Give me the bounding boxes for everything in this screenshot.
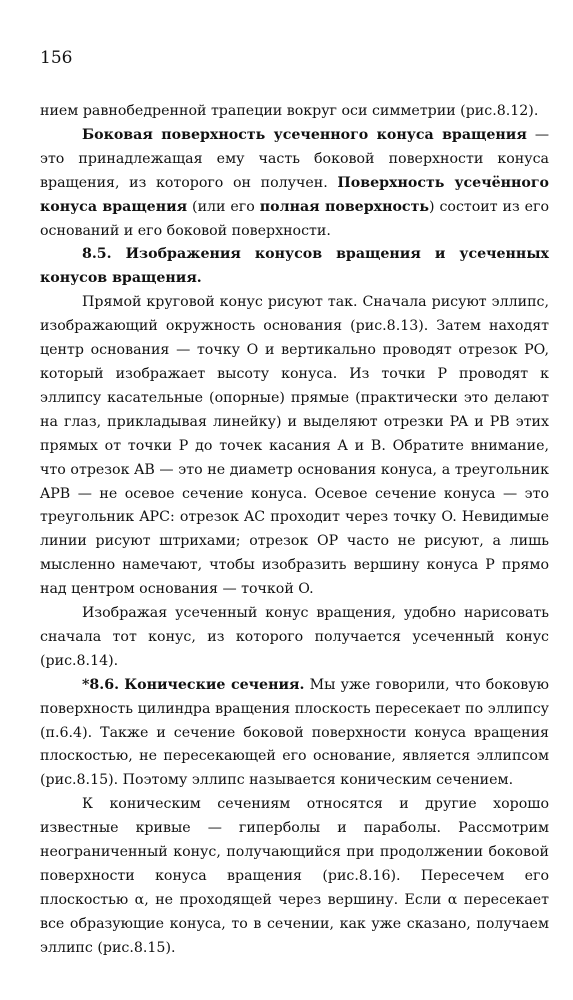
paragraph-hyperbola-parabola: К коническим сечениям относятся и другие хорошо известные кривые — гиперболы и параболы. Рассмотрим неограниченный конус, получающийся при продолжении боковой поверхности конуса вращения (рис.8.16). Пересечем его плоскостью α, не проходящей через вершину. Если α пересекает все образующие конуса, то в сечении, как уже сказано, получаем эллипс (рис.8.15). bbox=[40, 796, 549, 956]
term-surface: Поверхность усечённого конуса вращения bbox=[40, 174, 549, 215]
definition-text: — это принадлежащая ему часть боковой поверхности конуса вращения, из которого он получен. bbox=[40, 126, 550, 191]
section-number-8-6: *8.6. bbox=[82, 676, 120, 693]
section-text-8-6: Мы уже говорили, что боковую поверхность цилиндра вращения плоскость пересекает по эллипсу (п.6.4). Также и сечение боковой поверхности конуса вращения плоскостью, не пересекающей его основание, является эллипсом (рис.8.15). Поэтому эллипс называется коническим сечением. bbox=[40, 676, 549, 789]
section-title-8-6: Конические сечения. bbox=[124, 676, 305, 693]
definition-text-3: ) состоит из его оснований и его боковой поверхности. bbox=[40, 198, 549, 239]
term-lateral-surface: Боковая поверхность усеченного конуса вращения bbox=[82, 126, 527, 143]
term-full-surface: полная поверхность bbox=[259, 198, 429, 215]
paragraph-continuation: нием равнобедренной трапеции вокруг оси симметрии (рис.8.12). bbox=[40, 103, 539, 119]
section-title: Изображения конусов вращения и усеченных конусов вращения. bbox=[40, 246, 549, 287]
paragraph-frustum-drawing: Изображая усеченный конус вращения, удобно нарисовать сначала тот конус, из которого получается усеченный конус (рис.8.14). bbox=[40, 605, 549, 669]
definition-text-2: (или его bbox=[187, 198, 260, 215]
paragraph-cone-drawing: Прямой круговой конус рисуют так. Сначала рисуют эллипс, изображающий окружность основания (рис.8.13). Затем находят центр основания — точку O и вертикально проводят отрезок PO, который изображает высоту конуса. Из точки P проводят к эллипсу касательные (опорные) прямые (практически это делают на глаз, прикладывая линейку) и выделяют отрезки PA и PB этих прямых от точки P до точек касания A и B. Обратите внимание, что отрезок AB — это не диаметр основания конуса, а треугольник APB — не осевое сечение конуса. Осевое сечение конуса — это треугольник APC: отрезок AC проходит через точку O. Невидимые линии рисуют штрихами; отрезок OP часто не рисуют, а лишь мысленно намечают, чтобы изобразить вершину конуса P прямо над центром основания — точкой O. bbox=[40, 294, 549, 598]
page-text bbox=[40, 100, 549, 961]
section-heading-8-5 bbox=[40, 243, 549, 291]
section-number: 8.5. bbox=[82, 246, 112, 263]
paragraph-lateral-surface bbox=[40, 124, 549, 244]
page-number: 156 bbox=[40, 48, 73, 68]
paragraph-conic-sections bbox=[40, 674, 549, 794]
